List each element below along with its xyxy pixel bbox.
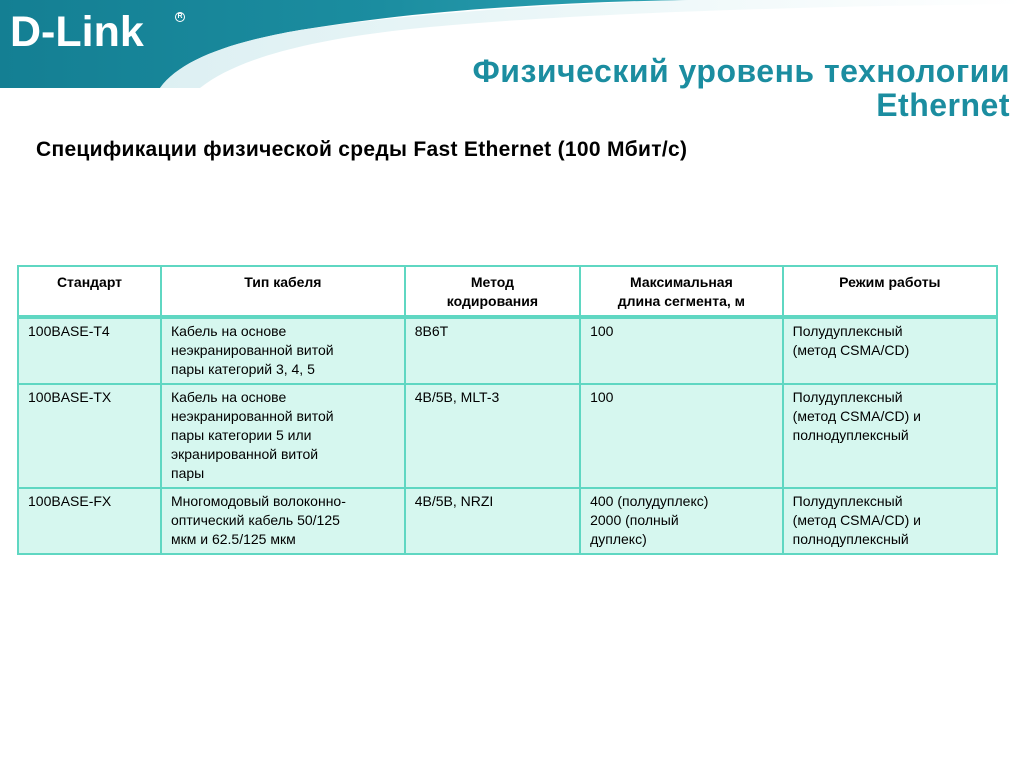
page-title <box>472 54 1010 122</box>
cell-text: 400 (полудуплекс) <box>590 493 709 509</box>
header-text: кодирования <box>446 293 539 309</box>
cell-text: мкм и 62.5/125 мкм <box>170 531 296 547</box>
cell-standard <box>18 317 161 384</box>
cell-standard <box>18 384 161 488</box>
cell-text: неэкранированной витой <box>170 408 334 424</box>
table-row <box>18 384 997 488</box>
cell-text: (метод CSMA/CD) и <box>792 512 922 528</box>
header-text: длина сегмента, м <box>617 293 746 309</box>
cell-encoding <box>405 384 580 488</box>
cell-text: Полудуплексный <box>792 323 903 339</box>
cell-cable-type <box>161 384 405 488</box>
cell-encoding <box>405 488 580 554</box>
cell-text: полнодуплексный <box>792 427 909 443</box>
cell-max-length <box>580 317 783 384</box>
cell-text: (метод CSMA/CD) и <box>792 408 922 424</box>
cell-text: пары категорий 3, 4, 5 <box>170 361 315 377</box>
header-text: Режим работы <box>839 274 941 290</box>
header-text: Тип кабеля <box>244 274 322 290</box>
page-title-line2: Ethernet <box>876 87 1010 123</box>
page-subtitle: Спецификации физической среды Fast Ethernet (100 Мбит/с) <box>36 138 688 161</box>
cell-text: экранированной витой <box>170 446 319 462</box>
cell-text: 8B6T <box>414 323 449 339</box>
cell-cable-type <box>161 488 405 554</box>
cell-text: Полудуплексный <box>792 389 903 405</box>
dlink-logo: D-Link <box>10 8 144 56</box>
cell-text: Кабель на основе <box>170 389 287 405</box>
cell-text: (метод CSMA/CD) <box>792 342 910 358</box>
table-row <box>18 317 997 384</box>
cell-text: неэкранированной витой <box>170 342 334 358</box>
cell-text: пары <box>170 465 205 481</box>
cell-max-length <box>580 384 783 488</box>
spec-table <box>17 265 998 555</box>
cell-text: 100BASE-FX <box>28 493 112 509</box>
cell-cable-type <box>161 317 405 384</box>
header-text: Метод <box>470 274 515 290</box>
cell-encoding <box>405 317 580 384</box>
header-cell-standard <box>18 266 161 317</box>
cell-text: 2000 (полный <box>590 512 679 528</box>
cell-text: 100BASE-T4 <box>28 323 110 339</box>
cell-max-length <box>580 488 783 554</box>
table-header-row <box>18 266 997 317</box>
cell-standard <box>18 488 161 554</box>
cell-mode <box>783 317 997 384</box>
cell-text: дуплекс) <box>590 531 647 547</box>
cell-mode <box>783 488 997 554</box>
cell-text: пары категории 5 или <box>170 427 312 443</box>
header-cell-cable-type <box>161 266 405 317</box>
cell-text: Многомодовый волоконно- <box>170 493 346 509</box>
cell-text: Кабель на основе <box>170 323 287 339</box>
cell-text: полнодуплексный <box>792 531 909 547</box>
table-row <box>18 488 997 554</box>
cell-mode <box>783 384 997 488</box>
cell-text: 100BASE-TX <box>28 389 112 405</box>
cell-text: 100 <box>590 323 614 339</box>
cell-text: Полудуплексный <box>792 493 903 509</box>
header-cell-encoding <box>405 266 580 317</box>
cell-text: 100 <box>590 389 614 405</box>
header-cell-mode <box>783 266 997 317</box>
header-cell-max-length <box>580 266 783 317</box>
header-text: Стандарт <box>56 274 123 290</box>
registered-mark-icon: R <box>175 12 185 22</box>
page-title-line1: Физический уровень технологии <box>472 53 1010 89</box>
cell-text: оптический кабель 50/125 <box>170 512 340 528</box>
cell-text: 4B/5B, MLT-3 <box>414 389 500 405</box>
header-text: Максимальная <box>630 274 733 290</box>
cell-text: 4B/5B, NRZI <box>414 493 494 509</box>
